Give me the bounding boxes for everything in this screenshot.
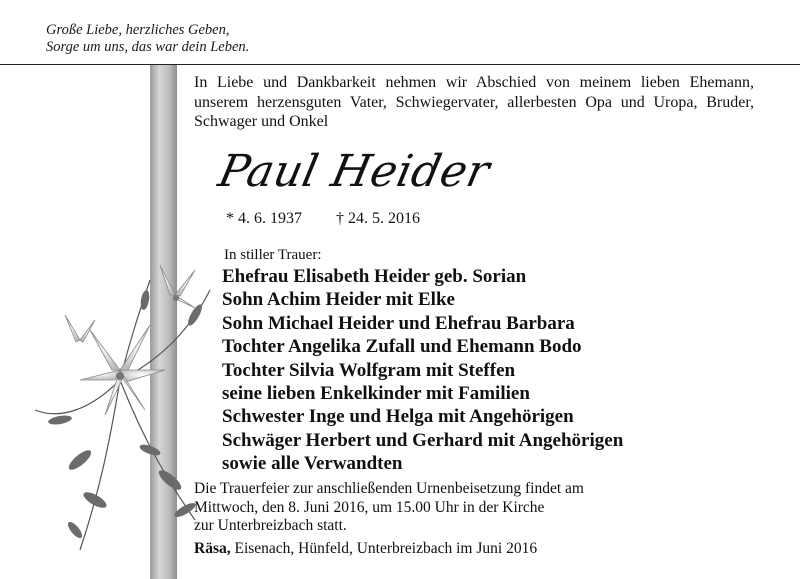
mourner-item: Ehefrau Elisabeth Heider geb. Sorian [222,266,527,287]
mourner-item: Sohn Michael Heider und Ehefrau Barbara [222,312,575,334]
top-divider [0,64,800,65]
closing-rest: Eisenach, Hünfeld, Unterbreizbach im Juni 2016 [230,540,538,557]
mourner-item: Tochter Silvia Wolfgram mit Steffen [222,359,516,381]
mourner-item: Schwäger Herbert und Gerhard mit Angehörigen [222,429,624,451]
mourner-item: Tochter Angelika Zufall und Ehemann Bodo [222,336,582,358]
motto [46,22,249,56]
service-line-1: Die Trauerfeier zur anschließenden Urnenbeisetzung findet am [194,480,584,497]
mourners-label: In stiller Trauer: [224,247,322,263]
mourner-item: seine lieben Enkelkinder mit Familien [222,383,530,405]
closing-line [194,540,537,558]
mourner-item: Sohn Achim Heider mit Elke [222,289,455,311]
motto-line-1: Große Liebe, herzliches Geben, [46,22,230,38]
service-info [194,480,584,536]
mourner-item: Schwester Inge und Helga mit Angehörigen [222,406,574,428]
deceased-name: Paul Heider [214,146,495,197]
service-line-2: Mittwoch, den 8. Juni 2016, um 15.00 Uhr in der Kirche [194,498,545,516]
mourners-list [222,265,623,476]
intro-text: In Liebe und Dankbarkeit nehmen wir Abschied von meinem lieben Ehemann, unserem herzensguten Vater, Schwiegervater, allerbesten Opa und Uropa, Bruder, Schwager und Onkel [194,74,754,130]
service-line-3: zur Unterbreizbach statt. [194,517,347,534]
death-date: † 24. 5. 2016 [336,210,420,227]
life-dates [226,210,420,228]
mourner-item: sowie alle Verwandten [222,453,403,475]
closing-place: Räsa, [194,540,231,557]
motto-line-2: Sorge um uns, das war dein Leben. [46,39,250,55]
birth-date: * 4. 6. 1937 [226,210,302,227]
